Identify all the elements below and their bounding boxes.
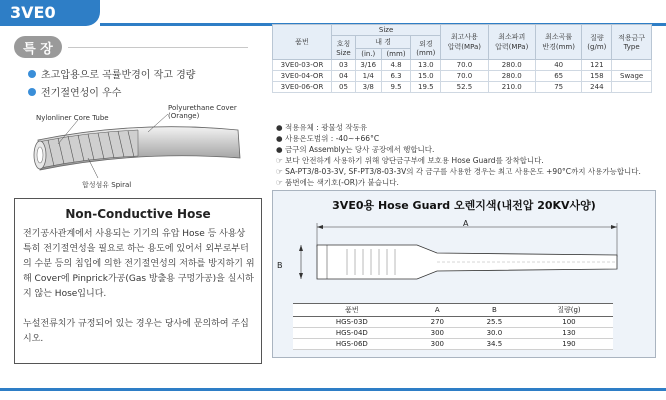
col-header-fitting: 적용금구 Type	[612, 25, 652, 60]
features-badge: 특 장	[14, 36, 62, 58]
cell: 280.0	[488, 60, 535, 71]
table-row	[273, 71, 652, 82]
cell: 3VE0-06-OR	[273, 82, 332, 93]
hose-guard-panel	[272, 190, 656, 358]
col-header-id-mm: (mm)	[381, 49, 411, 60]
cell: 52.5	[441, 82, 488, 93]
note-text: 보다 안전하게 사용하기 위해 양단금구부에 보호용 Hose Guard를 장착합니다.	[285, 156, 544, 165]
note-text: SA-PT3/8-03-3V, SF-PT3/8-03-3V의 각 금구를 사용한 경우는 최고 사용온도 +90°C까지 사용가능합니다.	[285, 167, 641, 176]
cell: HGS-06D	[293, 339, 411, 350]
cell: 3/8	[355, 82, 381, 93]
note-item: ● 금구의 Assembly는 당사 공장에서 행합니다.	[276, 145, 435, 154]
non-conductive-title: Non-Conductive Hose	[65, 207, 211, 221]
note-text: 품번에는 색기호(-OR)가 붙습니다.	[285, 178, 399, 187]
col-header-od: 외경 (mm)	[411, 36, 441, 60]
feature-item	[28, 84, 121, 99]
bullet-icon	[28, 88, 36, 96]
table-row	[293, 317, 613, 328]
cell	[612, 60, 652, 71]
cell: 210.0	[488, 82, 535, 93]
hose-diagram	[18, 100, 258, 190]
dimension-b-label: B	[277, 261, 283, 270]
cell: 158	[582, 71, 612, 82]
cell: 34.5	[464, 339, 525, 350]
spec-table	[272, 24, 652, 93]
cell: 3VE0-03-OR	[273, 60, 332, 71]
bullet-icon	[28, 70, 36, 78]
hose-guard-table	[293, 303, 613, 350]
features-divider	[68, 47, 248, 48]
cell: 40	[535, 60, 582, 71]
cell: 75	[535, 82, 582, 93]
cell: 244	[582, 82, 612, 93]
cell: 121	[582, 60, 612, 71]
cell	[612, 82, 652, 93]
cell: 25.5	[464, 317, 525, 328]
cell: 6.3	[381, 71, 411, 82]
col-header-part-no: 품번	[293, 304, 411, 317]
cell: 300	[411, 328, 464, 339]
cover-label: Polyurethane Cover (Orange)	[168, 104, 237, 120]
non-conductive-note: 누설전류치가 규정되어 있는 경우는 당사에 문의하여 주십시오.	[23, 319, 249, 344]
cell: 3VE0-04-OR	[273, 71, 332, 82]
table-row	[273, 82, 652, 93]
note-text: 사용온도범위 : -40~+66°C	[284, 134, 380, 143]
cell: 280.0	[488, 71, 535, 82]
col-header-id: 내 경	[355, 36, 410, 49]
bottom-rule	[0, 388, 666, 391]
note-item: ● 적용유체 : 광물성 작동유	[276, 123, 368, 132]
table-row	[293, 339, 613, 350]
cell: 30.0	[464, 328, 525, 339]
cell: 1/4	[355, 71, 381, 82]
cell: 3/16	[355, 60, 381, 71]
note-text: 적용유체 : 광물성 작동유	[284, 123, 368, 132]
cell: 270	[411, 317, 464, 328]
col-header-max-pressure: 최고사용 압력(MPa)	[441, 25, 488, 60]
col-header-b: B	[464, 304, 525, 317]
title-tab	[0, 0, 100, 26]
cell: 130	[525, 328, 613, 339]
note-item: ☞ 보다 안전하게 사용하기 위해 양단금구부에 보호용 Hose Guard를 장착합니다.	[276, 156, 544, 165]
cell: 100	[525, 317, 613, 328]
dimension-a-label: A	[463, 219, 469, 228]
note-item: ☞ SA-PT3/8-03-3V, SF-PT3/8-03-3V의 각 금구를 사용한 경우는 최고 사용온도 +90°C까지 사용가능합니다.	[276, 167, 641, 176]
page-title: 3VE0	[10, 3, 56, 22]
spiral-label: 합성섬유 Spiral	[82, 181, 132, 189]
cell: 4.8	[381, 60, 411, 71]
cell: 70.0	[441, 60, 488, 71]
cell: 03	[331, 60, 355, 71]
cell: HGS-03D	[293, 317, 411, 328]
cell: 19.5	[411, 82, 441, 93]
col-header-weight: 질량(g)	[525, 304, 613, 317]
note-item: ☞ 품번에는 색기호(-OR)가 붙습니다.	[276, 178, 399, 187]
col-header-weight: 질량 (g/m)	[582, 25, 612, 60]
notes-list	[276, 122, 656, 188]
hose-guard-title: 3VE0용 Hose Guard 오렌지색(내전압 20KV사양)	[332, 199, 596, 212]
table-row	[293, 328, 613, 339]
title-bar	[0, 0, 666, 26]
cell: 04	[331, 71, 355, 82]
cell: Swage	[612, 71, 652, 82]
feature-item	[28, 66, 195, 81]
cell: 9.5	[381, 82, 411, 93]
col-header-a: A	[411, 304, 464, 317]
feature-item-text: 초고압용으로 곡률반경이 작고 경량	[41, 70, 196, 81]
cell: 300	[411, 339, 464, 350]
cell: 15.0	[411, 71, 441, 82]
feature-item-text: 전기절연성이 우수	[41, 88, 122, 99]
cell: 190	[525, 339, 613, 350]
col-header-size: Size	[331, 25, 440, 36]
cell: 70.0	[441, 71, 488, 82]
cell: HGS-04D	[293, 328, 411, 339]
col-header-nominal: 호칭 Size	[331, 36, 355, 60]
cell: 65	[535, 71, 582, 82]
table-row	[273, 60, 652, 71]
note-text: 금구의 Assembly는 당사 공장에서 행합니다.	[284, 145, 435, 154]
hose-guard-drawing	[287, 217, 641, 297]
non-conductive-description: 전기공사관계에서 사용되는 기기의 유압 Hose 등 사용상 특히 전기절연성을 필요로 하는 용도에 있어서 외부로부터의 수분 등의 침입에 의한 전기절연성의 저하를 방지하기 위해 Cover에 Pinprick가공(Gas 방출용 구멍가공)을 실시하지 않는 Hose입니다.	[23, 229, 255, 299]
col-header-part-no: 품번	[273, 25, 332, 60]
core-label: Nylonliner Core Tube	[36, 114, 109, 122]
note-item: ● 사용온도범위 : -40~+66°C	[276, 134, 380, 143]
cell: 13.0	[411, 60, 441, 71]
cell: 05	[331, 82, 355, 93]
col-header-id-in: (in.)	[355, 49, 381, 60]
non-conductive-panel	[14, 198, 262, 364]
col-header-burst: 최소파괴 압력(MPa)	[488, 25, 535, 60]
col-header-bend: 최소곡률 반경(mm)	[535, 25, 582, 60]
